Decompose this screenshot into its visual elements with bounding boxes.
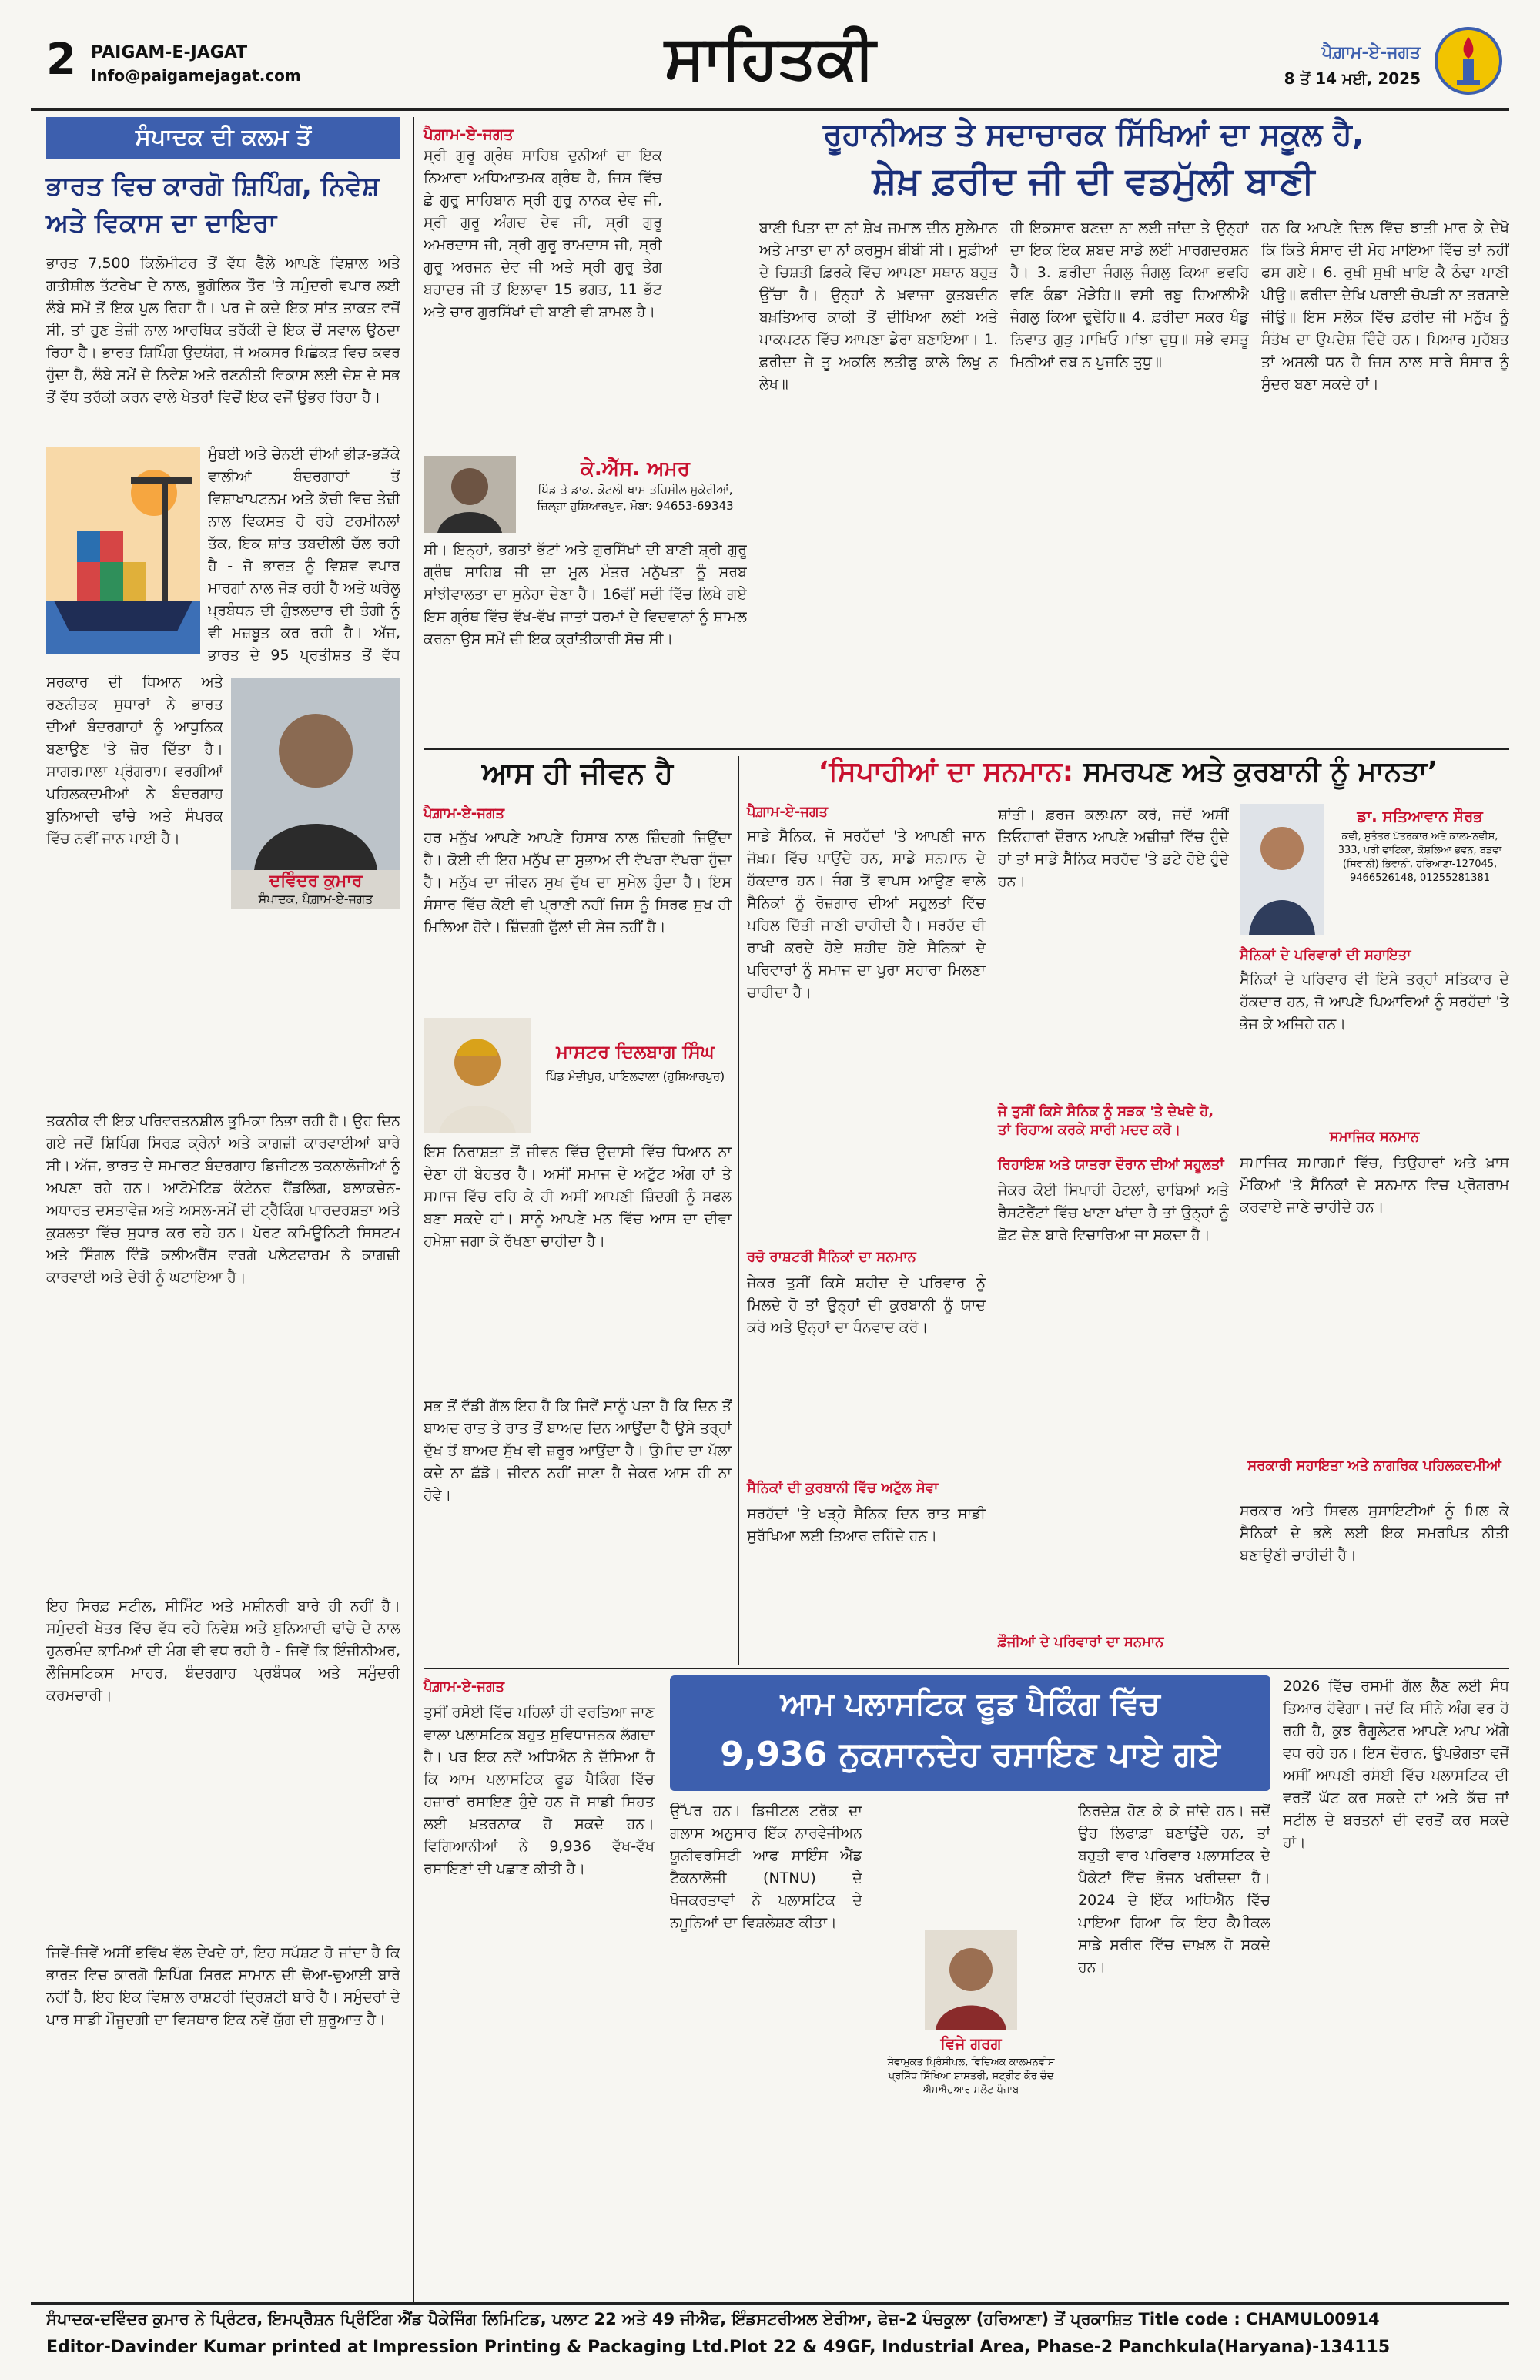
plastic-author-box — [875, 1930, 1067, 2137]
editorial-headline: ਭਾਰਤ ਵਿਚ ਕਾਰਗੋ ਸ਼ਿਪਿੰਗ, ਨਿਵੇਸ਼ ਅਤੇ ਵਿਕਾਸ ਦਾ ਦਾਇਰਾ — [46, 171, 380, 239]
aas-article — [424, 756, 732, 1665]
sheikh-farid-author-box — [424, 456, 747, 533]
plastic-headline-1: ਆਮ ਪਲਾਸਟਿਕ ਫੂਡ ਪੈਕਿੰਗ ਵਿੱਚ — [780, 1686, 1160, 1722]
soldiers-article — [747, 756, 1509, 1665]
soldiers-headline-part-2: ਸਮਰਪਣ ਅਤੇ ਕੁਰਬਾਨੀ ਨੂੰ ਮਾਨਤਾ’ — [1083, 756, 1438, 788]
footer-rule — [31, 2302, 1509, 2305]
sheikh-farid-col-3: ਹੀ ਇਕਸਾਰ ਬਣਦਾ ਨਾ ਲਈ ਜਾਂਦਾ ਤੇ ਉਨ੍ਹਾਂ ਦਾ ਇਕ ਇਕ ਸ਼ਬਦ ਸਾਡੇ ਲਈ ਮਾਰਗਦਰਸ਼ਨ ਹੈ। 3. ਫ਼ਰੀਦਾ ਜੰਗਲੁ ਜੰਗਲੁ ਕਿਆ ਭਵਹਿ ਵਣਿ ਕੰਡਾ ਮੋੜੇਹਿ॥ ਵਸੀ ਰਬੁ ਹਿਆਲੀਐ ਜੰਗਲੁ ਕਿਆ ਢੂਢੇਹਿ॥ 4. ਫ਼ਰੀਦਾ ਸਕਰ ਖੰਡੁ ਨਿਵਾਤ ਗੁੜੁ ਮਾਖਿਓ ਮਾਂਝਾ ਦੁਧੁ॥ ਸਭੇ ਵਸਤੂ ਮਿਠੀਆਂ ਰਬ ਨ ਪੁਜਨਿ ਤੁਧੁ॥ — [1010, 219, 1249, 370]
soldiers-headline — [747, 756, 1509, 788]
aas-kicker: ਪੈਗ਼ਾਮ-ਏ-ਜਗਤ — [424, 805, 505, 822]
column-divider-2 — [738, 756, 739, 1665]
plastic-author-name: ਵਿਜੇ ਗਰਗ — [940, 2034, 1002, 2053]
sheikh-farid-col-1b: ਸੀ। ਇਨ੍ਹਾਂ, ਭਗਤਾਂ ਭੱਟਾਂ ਅਤੇ ਗੁਰਸਿੱਖਾਂ ਦੀ ਬਾਣੀ ਸ਼੍ਰੀ ਗੁਰੂ ਗ੍ਰੰਥ ਸਾਹਿਬ ਜੀ ਦਾ ਮੂਲ ਮੰਤਰ ਮਨੁੱਖਤਾ ਨੂੰ ਸਰਬ ਸਾਂਝੀਵਾਲਤਾ ਦਾ ਸੁਨੇਹਾ ਦੇਣਾ ਹੈ। 16ਵੀਂ ਸਦੀ ਵਿੱਚ ਲਿਖੇ ਗਏ ਇਸ ਗ੍ਰੰਥ ਵਿੱਚ ਵੱਖ-ਵੱਖ ਜਾਤਾਂ ਧਰਮਾਂ ਦੇ ਵਿਦਵਾਨਾਂ ਨੂੰ ਸ਼ਾਮਲ ਕਰਨਾ ਉਸ ਸਮੇਂ ਦੀ ਇਕ ਕ੍ਰਾਂਤੀਕਾਰੀ ਸੋਚ ਸੀ। — [424, 541, 747, 648]
aas-headline: ਆਸ ਹੀ ਜੀਵਨ ਹੈ — [481, 755, 674, 790]
plastic-col-1: ਤੁਸੀਂ ਰਸੋਈ ਵਿੱਚ ਪਹਿਲਾਂ ਹੀ ਵਰਤਿਆ ਜਾਣ ਵਾਲਾ ਪਲਾਸਟਿਕ ਬਹੁਤ ਸੁਵਿਧਾਜਨਕ ਲੱਗਦਾ ਹੈ। ਪਰ ਇਕ ਨਵੇਂ ਅਧਿਐਨ ਨੇ ਦੱਸਿਆ ਹੈ ਕਿ ਆਮ ਪਲਾਸਟਿਕ ਫੂਡ ਪੈਕਿੰਗ ਵਿੱਚ ਹਜ਼ਾਰਾਂ ਰਸਾਇਣ ਹੁੰਦੇ ਹਨ ਜੋ ਸਾਡੀ ਸਿਹਤ ਲਈ ਖ਼ਤਰਨਾਕ ਹੋ ਸਕਦੇ ਹਨ। ਵਿਗਿਆਨੀਆਂ ਨੇ 9,936 ਵੱਖ-ਵੱਖ ਰਸਾਇਣਾਂ ਦੀ ਪਛਾਣ ਕੀਤੀ ਹੈ। — [424, 1704, 654, 1877]
soldiers-col-2b: ਜੇਕਰ ਕੋਈ ਸਿਪਾਹੀ ਹੋਟਲਾਂ, ਢਾਬਿਆਂ ਅਤੇ ਰੈਸਟੋਰੈਂਟਾਂ ਵਿੱਚ ਖਾਣਾ ਖਾਂਦਾ ਹੈ ਤਾਂ ਉਨ੍ਹਾਂ ਨੂੰ ਛੋਟ ਦੇਣ ਬਾਰੇ ਵਿਚਾਰਿਆ ਜਾ ਸਕਦਾ ਹੈ। — [998, 1182, 1229, 1244]
soldiers-sub-8: ਸਰਕਾਰੀ ਸਹਾਇਤਾ ਅਤੇ ਨਾਗਰਿਕ ਪਹਿਲਕਦਮੀਆਂ — [1247, 1458, 1502, 1474]
paper-name-punjabi: ਪੈਗ਼ਾਮ-ਏ-ਜਗਤ — [1321, 43, 1421, 62]
soldiers-sub-6: ਸੈਨਿਕਾਂ ਦੇ ਪਰਿਵਾਰਾਂ ਦੀ ਸਹਾਇਤਾ — [1240, 947, 1411, 963]
editorial-para-5: ਜਿਵੇਂ-ਜਿਵੇਂ ਅਸੀਂ ਭਵਿੱਖ ਵੱਲ ਦੇਖਦੇ ਹਾਂ, ਇਹ ਸਪੱਸ਼ਟ ਹੋ ਜਾਂਦਾ ਹੈ ਕਿ ਭਾਰਤ ਵਿਚ ਕਾਰਗੋ ਸ਼ਿਪਿੰਗ ਸਿਰਫ਼ ਸਾਮਾਨ ਦੀ ਢੋਆ-ਢੁਆਈ ਬਾਰੇ ਨਹੀਂ ਹੈ, ਇਹ ਇਕ ਵਿਸ਼ਾਲ ਰਾਸ਼ਟਰੀ ਦ੍ਰਿਸ਼ਟੀ ਬਾਰੇ ਹੈ। ਸਮੁੰਦਰਾਂ ਦੇ ਪਾਰ ਸਾਡੀ ਮੌਜੂਦਗੀ ਦਾ ਵਿਸਥਾਰ ਇਕ ਨਵੇਂ ਯੁੱਗ ਦੀ ਸ਼ੁਰੂਆਤ ਹੈ। — [46, 1944, 400, 2028]
editor-name: ਦਵਿੰਦਰ ਕੁਮਾਰ — [269, 872, 363, 891]
aas-para-1: ਹਰ ਮਨੁੱਖ ਆਪਣੇ ਆਪਣੇ ਹਿਸਾਬ ਨਾਲ ਜ਼ਿੰਦਗੀ ਜਿਉਂਦਾ ਹੈ। ਕੋਈ ਵੀ ਇਹ ਮਨੁੱਖ ਦਾ ਸੁਭਾਅ ਵੀ ਵੱਖਰਾ ਵੱਖਰਾ ਹੁੰਦਾ ਹੈ। ਮਨੁੱਖ ਦਾ ਜੀਵਨ ਸੁਖ ਦੁੱਖ ਦਾ ਸੁਮੇਲ ਹੁੰਦਾ ਹੈ। ਇਸ ਸੰਸਾਰ ਵਿੱਚ ਕੋਈ ਵੀ ਪ੍ਰਾਣੀ ਨਹੀਂ ਜਿਸ ਨੂੰ ਸਿਰਫ ਸੁਖ ਹੀ ਮਿਲਿਆ ਹੋਵੇ। ਜ਼ਿੰਦਗੀ ਫੁੱਲਾਂ ਦੀ ਸੇਜ ਨਹੀਂ ਹੈ। — [424, 829, 732, 936]
aas-author-name: ਮਾਸਟਰ ਦਿਲਬਾਗ ਸਿੰਘ — [556, 1041, 715, 1063]
soldiers-sub-2: ਸੈਨਿਕਾਂ ਦੀ ਕੁਰਬਾਨੀ ਵਿੱਚ ਅਟੁੱਲ ਸੇਵਾ — [747, 1480, 939, 1496]
soldiers-sub-3: ਜੇ ਤੁਸੀਂ ਕਿਸੇ ਸੈਨਿਕ ਨੂੰ ਸੜਕ 'ਤੇ ਦੇਖਦੇ ਹੋ, ਤਾਂ ਰਿਹਾਅ ਕਰਕੇ ਸਾਰੀ ਮਦਦ ਕਰੋ। — [998, 1103, 1214, 1138]
soldiers-sub-4: ਰਿਹਾਇਸ਼ ਅਤੇ ਯਾਤਰਾ ਦੌਰਾਨ ਦੀਆਂ ਸਹੂਲਤਾਂ — [998, 1157, 1224, 1173]
editorial-column-label: ਸੰਪਾਦਕ ਦੀ ਕਲਮ ਤੋਂ — [46, 117, 400, 159]
plastic-author-photo — [925, 1930, 1017, 2030]
soldiers-author-photo — [1240, 804, 1324, 935]
soldiers-col-2: ਸ਼ਾਂਤੀ। ਫ਼ਰਜ ਕਲਪਨਾ ਕਰੋ, ਜਦੋਂ ਅਸੀਂ ਤਿਓਹਾਰਾਂ ਦੌਰਾਨ ਆਪਣੇ ਅਜ਼ੀਜ਼ਾਂ ਵਿੱਚ ਹੁੰਦੇ ਹਾਂ ਤਾਂ ਸਾਡੇ ਸੈਨਿਕ ਸਰਹੱਦ 'ਤੇ ਡਟੇ ਹੋਏ ਹੁੰਦੇ ਹਨ। — [998, 806, 1229, 890]
logo-icon — [1434, 26, 1503, 95]
plastic-headline-banner — [670, 1675, 1270, 1791]
editorial-para-1b: ਮੁੰਬਈ ਅਤੇ ਚੇਨਈ ਦੀਆਂ ਭੀੜ-ਭੜੱਕੇ ਵਾਲੀਆਂ ਬੰਦਰਗਾਹਾਂ ਤੋਂ ਵਿਸ਼ਾਖਾਪਟਨਮ ਅਤੇ ਕੋਚੀ ਵਿਚ ਤੇਜ਼ੀ ਨਾਲ ਵਿਕਸਤ ਹੋ ਰਹੇ ਟਰਮੀਨਲਾਂ ਤੱਕ, ਇਕ ਸ਼ਾਂਤ ਤਬਦੀਲੀ ਚੱਲ ਰਹੀ ਹੈ - ਜੋ ਭਾਰਤ ਨੂੰ ਵਿਸ਼ਵ ਵਪਾਰ ਮਾਰਗਾਂ ਨਾਲ ਜੋੜ ਰਹੀ ਹੈ ਅਤੇ ਘਰੇਲੂ ਪ੍ਰਬੰਧਨ ਦੀ ਗੁੰਝਲਦਾਰ ਦੀ ਤੰਗੀ ਨੂੰ ਵੀ ਮਜ਼ਬੂਤ ਕਰ ਰਹੀ ਹੈ। ਅੱਜ, ਭਾਰਤ ਦੇ 95 ਪ੍ਰਤੀਸ਼ਤ ਤੋਂ ਵੱਧ — [208, 446, 400, 664]
plastic-author-place: ਸੇਵਾਮੁਕਤ ਪ੍ਰਿੰਸੀਪਲ, ਵਿਦਿਅਕ ਕਾਲਮਨਵੀਸ ਪ੍ਰਸਿੱਧ ਸਿੱਖਿਆ ਸ਼ਾਸਤਰੀ, ਸਟ੍ਰੀਟ ਕੌਰ ਚੰਦ ਐਮਐਚਆਰ ਮਲੋਟ ਪੰਜਾਬ — [887, 2057, 1055, 2096]
column-divider — [413, 117, 414, 2302]
soldiers-headline-part-1: ‘ਸਿਪਾਹੀਆਂ ਦਾ ਸਨਮਾਨ: — [818, 756, 1074, 788]
plastic-kicker: ਪੈਗ਼ਾਮ-ਏ-ਜਗਤ — [424, 1679, 505, 1695]
editor-portrait — [231, 678, 400, 909]
editorial-para-4: ਇਹ ਸਿਰਫ਼ ਸਟੀਲ, ਸੀਮਿੰਟ ਅਤੇ ਮਸ਼ੀਨਰੀ ਬਾਰੇ ਹੀ ਨਹੀਂ ਹੈ। ਸਮੁੰਦਰੀ ਖੇਤਰ ਵਿੱਚ ਵੱਧ ਰਹੇ ਨਿਵੇਸ਼ ਅਤੇ ਬੁਨਿਆਦੀ ਢਾਂਚੇ ਦੇ ਨਾਲ ਹੁਨਰਮੰਦ ਕਾਮਿਆਂ ਦੀ ਮੰਗ ਵੀ ਵਧ ਰਹੀ ਹੈ - ਜਿਵੇਂ ਕਿ ਇੰਜੀਨੀਅਰ, ਲੌਜਿਸਟਿਕਸ ਮਾਹਰ, ਬੰਦਰਗਾਹ ਪ੍ਰਬੰਧਕ ਅਤੇ ਸਮੁੰਦਰੀ ਕਰਮਚਾਰੀ। — [46, 1598, 400, 1704]
editorial-para-3: ਤਕਨੀਕ ਵੀ ਇਕ ਪਰਿਵਰਤਨਸ਼ੀਲ ਭੂਮਿਕਾ ਨਿਭਾ ਰਹੀ ਹੈ। ਉਹ ਦਿਨ ਗਏ ਜਦੋਂ ਸ਼ਿਪਿੰਗ ਸਿਰਫ਼ ਕ੍ਰੇਨਾਂ ਅਤੇ ਕਾਗਜ਼ੀ ਕਾਰਵਾਈਆਂ ਬਾਰੇ ਸੀ। ਅੱਜ, ਭਾਰਤ ਦੇ ਸਮਾਰਟ ਬੰਦਰਗਾਹ ਡਿਜੀਟਲ ਤਕਨਾਲੋਜੀਆਂ ਨੂੰ ਅਪਣਾ ਰਹੇ ਹਨ। ਆਟੋਮੇਟਿਡ ਕੰਟੇਨਰ ਹੈਂਡਲਿੰਗ, ਬਲਾਕਚੇਨ-ਅਧਾਰਤ ਦਸਤਾਵੇਜ਼ ਅਤੇ ਅਸਲ-ਸਮੇਂ ਦੀ ਟ੍ਰੈਕਿੰਗ ਪਾਰਦਰਸ਼ਤਾ ਅਤੇ ਕੁਸ਼ਲਤਾ ਵਿੱਚ ਸੁਧਾਰ ਕਰ ਰਹੇ ਹਨ। ਪੋਰਟ ਕਮਿਊਨਿਟੀ ਸਿਸਟਮ ਅਤੇ ਸਿੰਗਲ ਵਿੰਡੋ ਕਲੀਅਰੈਂਸ ਵਰਗੇ ਪਲੇਟਫਾਰਮ ਨੇ ਕਾਗਜ਼ੀ ਕਾਰਵਾਈ ਅਤੇ ਦੇਰੀ ਨੂੰ ਘਟਾਇਆ ਹੈ। — [46, 1113, 400, 1286]
sheikh-farid-article — [424, 117, 1509, 748]
section-rule — [424, 748, 1509, 750]
aas-para-3: ਸਭ ਤੋਂ ਵੱਡੀ ਗੱਲ ਇਹ ਹੈ ਕਿ ਜਿਵੇਂ ਸਾਨੂੰ ਪਤਾ ਹੈ ਕਿ ਦਿਨ ਤੋਂ ਬਾਅਦ ਰਾਤ ਤੇ ਰਾਤ ਤੋਂ ਬਾਅਦ ਦਿਨ ਆਉਂਦਾ ਹੈ ਉਸੇ ਤਰ੍ਹਾਂ ਦੁੱਖ ਤੋਂ ਬਾਅਦ ਸੁੱਖ ਵੀ ਜ਼ਰੂਰ ਆਉਂਦਾ ਹੈ। ਉਮੀਦ ਦਾ ਪੱਲਾ ਕਦੇ ਨਾ ਛੱਡੋ। ਜੀਵਨ ਨਹੀਂ ਜਾਣਾ ਹੈ ਜੇਕਰ ਆਸ ਹੀ ਨਾ ਹੋਵੇ। — [424, 1398, 732, 1504]
editor-role: ਸੰਪਾਦਕ, ਪੈਗ਼ਾਮ-ਏ-ਜਗਤ — [258, 892, 373, 906]
aas-author-place: ਪਿੰਡ ਮੰਦੀਪੁਰ, ਪਾਇਲਵਾਲਾ (ਹੁਸ਼ਿਆਰਪੁਰ) — [545, 1069, 725, 1083]
soldiers-col-1c: ਸਰਹੱਦਾਂ 'ਤੇ ਖੜ੍ਹੇ ਸੈਨਿਕ ਦਿਨ ਰਾਤ ਸਾਡੀ ਸੁਰੱਖਿਆ ਲਈ ਤਿਆਰ ਰਹਿੰਦੇ ਹਨ। — [747, 1505, 986, 1545]
soldiers-sub-1: ਰਚੋ ਰਾਸ਼ਟਰੀ ਸੈਨਿਕਾਂ ਦਾ ਸਨਮਾਨ — [747, 1249, 916, 1265]
sheikh-farid-col-4: ਹਨ ਕਿ ਆਪਣੇ ਦਿਲ ਵਿੱਚ ਝਾਤੀ ਮਾਰ ਕੇ ਦੇਖੋ ਕਿ ਕਿਤੇ ਸੰਸਾਰ ਦੀ ਮੋਹ ਮਾਇਆ ਵਿੱਚ ਤਾਂ ਨਹੀਂ ਫਸ ਗਏ। 6. ਰੁਖੀ ਸੁਖੀ ਖਾਇ ਕੈ ਠੰਢਾ ਪਾਣੀ ਪੀਉ॥ ਫਰੀਦਾ ਦੇਖਿ ਪਰਾਈ ਚੋਪੜੀ ਨਾ ਤਰਸਾਏ ਜੀਉ॥ ਇਸ ਸਲੋਕ ਵਿੱਚ ਫ਼ਰੀਦ ਜੀ ਮਨੁੱਖ ਨੂੰ ਸੰਤੋਖ ਦਾ ਉਪਦੇਸ਼ ਦਿੰਦੇ ਹਨ। ਪਿਆਰ ਮੁਹੱਬਤ ਤਾਂ ਅਸਲੀ ਧਨ ਹੈ ਜਿਸ ਨਾਲ ਸਾਰੇ ਸੰਸਾਰ ਨੂੰ ਸੁੰਦਰ ਬਣਾ ਸਕਦੇ ਹਾਂ। — [1261, 219, 1509, 393]
soldiers-author-name: ਡਾ. ਸਤਿਆਵਾਨ ਸੌਰਭ — [1357, 807, 1483, 825]
masthead-rule — [31, 108, 1509, 111]
issue-date: 8 ਤੋਂ 14 ਮਈ, 2025 — [1284, 69, 1421, 88]
soldiers-author-place: ਕਵੀ, ਸੁਤੰਤਰ ਪੱਤਰਕਾਰ ਅਤੇ ਕਾਲਮਨਵੀਸ, 333, ਪਰੀ ਵਾਟਿਕਾ, ਕੋਸ਼ਲਿਆ ਭਵਨ, ਬਡਵਾ (ਸਿਵਾਨੀ) ਭਿਵਾਨੀ, ਹਰਿਆਣਾ-127045, 9466526148, 01255281381 — [1337, 831, 1502, 884]
soldiers-col-3c: ਸਰਕਾਰ ਅਤੇ ਸਿਵਲ ਸੁਸਾਇਟੀਆਂ ਨੂੰ ਮਿਲ ਕੇ ਸੈਨਿਕਾਂ ਦੇ ਭਲੇ ਲਈ ਇਕ ਸਮਰਪਿਤ ਨੀਤੀ ਬਣਾਉਣੀ ਚਾਹੀਦੀ ਹੈ। — [1240, 1502, 1509, 1564]
plastic-col-5: 2026 ਵਿੱਚ ਰਸਮੀ ਗੱਲ ਲੈਣ ਲਈ ਸੰਧ ਤਿਆਰ ਹੋਵੇਗਾ। ਜਦੋਂ ਕਿ ਸੀਨੇ ਅੰਗ ਵਰ ਹੋ ਰਹੀ ਹੈ, ਕੁਝ ਰੈਗੂਲੇਟਰ ਆਪਣੇ ਆਪ ਅੱਗੇ ਵਧ ਰਹੇ ਹਨ। ਇਸ ਦੌਰਾਨ, ਉਪਭੋਗਤਾ ਵਜੋਂ ਅਸੀਂ ਆਪਣੀ ਰਸੋਈ ਵਿੱਚ ਪਲਾਸਟਿਕ ਦੀ ਵਰਤੋਂ ਘੱਟ ਕਰ ਸਕਦੇ ਹਾਂ ਅਤੇ ਕੱਚ ਜਾਂ ਸਟੀਲ ਦੇ ਬਰਤਨਾਂ ਦੀ ਵਰਤੋਂ ਕਰ ਸਕਦੇ ਹਾਂ। — [1283, 1678, 1509, 1851]
sheikh-farid-author-name: ਕੇ.ਐੱਸ. ਅਮਰ — [581, 457, 690, 480]
page-number: 2 — [46, 35, 76, 85]
section-rule-2 — [424, 1668, 1509, 1669]
email: Info@paigamejagat.com — [91, 66, 301, 85]
sheikh-farid-headline-2: ਸ਼ੇਖ਼ ਫ਼ਰੀਦ ਜੀ ਦੀ ਵਡਮੁੱਲੀ ਬਾਣੀ — [872, 159, 1315, 203]
section-title: ਸਾਹਿਤਕੀ — [665, 22, 875, 92]
soldiers-col-1: ਸਾਡੇ ਸੈਨਿਕ, ਜੋ ਸਰਹੱਦਾਂ 'ਤੇ ਆਪਣੀ ਜਾਨ ਜੋਖ਼ਮ ਵਿੱਚ ਪਾਉਂਦੇ ਹਨ, ਸਾਡੇ ਸਨਮਾਨ ਦੇ ਹੱਕਦਾਰ ਹਨ। ਜੰਗ ਤੋਂ ਵਾਪਸ ਆਉਣ ਵਾਲੇ ਸੈਨਿਕਾਂ ਨੂੰ ਰੋਜ਼ਗਾਰ ਦੀਆਂ ਸਹੂਲਤਾਂ ਵਿੱਚ ਪਹਿਲ ਦਿੱਤੀ ਜਾਣੀ ਚਾਹੀਦੀ ਹੈ। ਸਰਹੱਦ ਦੀ ਰਾਖੀ ਕਰਦੇ ਹੋਏ ਸ਼ਹੀਦ ਹੋਏ ਸੈਨਿਕਾਂ ਦੇ ਪਰਿਵਾਰਾਂ ਨੂੰ ਸਮਾਜ ਦਾ ਪੂਰਾ ਸਹਾਰਾ ਮਿਲਣਾ ਚਾਹੀਦਾ ਹੈ। — [747, 828, 986, 1001]
sheikh-farid-kicker: ਪੈਗ਼ਾਮ-ਏ-ਜਗਤ — [424, 125, 514, 143]
soldiers-kicker: ਪੈਗ਼ਾਮ-ਏ-ਜਗਤ — [747, 804, 829, 820]
aas-author-box — [424, 1018, 732, 1133]
footer-line-2: Editor-Davinder Kumar printed at Impression Printing & Packaging Ltd.Plot 22 & 49GF, Industrial Area, Phase-2 Panchkula(Haryana)-134115 — [46, 2338, 1391, 2357]
cargo-ship-illustration — [46, 447, 200, 654]
sheikh-farid-col-2: ਬਾਣੀ ਪਿਤਾ ਦਾ ਨਾਂ ਸ਼ੇਖ ਜਮਾਲ ਦੀਨ ਸੁਲੇਮਾਨ ਅਤੇ ਮਾਤਾ ਦਾ ਨਾਂ ਕਰਸੂਮ ਬੀਬੀ ਸੀ। ਸੂਫ਼ੀਆਂ ਦੇ ਚਿਸ਼ਤੀ ਫ਼ਿਰਕੇ ਵਿੱਚ ਆਪਣਾ ਸਥਾਨ ਬਹੁਤ ਉੱਚਾ ਹੈ। ਉਨ੍ਹਾਂ ਨੇ ਖ਼ਵਾਜਾ ਕੁਤਬਦੀਨ ਬਖ਼ਤਿਆਰ ਕਾਕੀ ਤੋਂ ਦੀਖਿਆ ਲਈ ਅਤੇ ਪਾਕਪਟਨ ਵਿੱਚ ਆਪਣਾ ਡੇਰਾ ਬਣਾਇਆ। 1. ਫ਼ਰੀਦਾ ਜੇ ਤੂ ਅਕਲਿ ਲਤੀਫੁ ਕਾਲੇ ਲਿਖੁ ਨ ਲੇਖ॥ — [759, 219, 998, 393]
soldiers-col-3b: ਸਮਾਜਿਕ ਸਮਾਗਮਾਂ ਵਿੱਚ, ਤਿਉਹਾਰਾਂ ਅਤੇ ਖ਼ਾਸ ਮੌਕਿਆਂ 'ਤੇ ਸੈਨਿਕਾਂ ਦੇ ਸਨਮਾਨ ਵਿਚ ਪ੍ਰੋਗਰਾਮ ਕਰਵਾਏ ਜਾਣੇ ਚਾਹੀਦੇ ਹਨ। — [1240, 1154, 1509, 1216]
aas-author-photo — [424, 1018, 531, 1133]
footer-line-1: ਸੰਪਾਦਕ-ਦਵਿੰਦਰ ਕੁਮਾਰ ਨੇ ਪ੍ਰਿੰਟਰ, ਇਮਪ੍ਰੈਸ਼ਨ ਪ੍ਰਿੰਟਿੰਗ ਐਂਡ ਪੈਕੇਜਿੰਗ ਲਿਮਿਟਿਡ, ਪਲਾਟ 22 ਅਤੇ 49 ਜੀਐਫ, ਇੰਡਸਟਰੀਅਲ ਏਰੀਆ, ਫੇਜ਼-2 ਪੰਚਕੂਲਾ (ਹਰਿਆਣਾ) ਤੋਂ ਪ੍ਰਕਾਸ਼ਿਤ Title code : CHAMUL00914 — [46, 2310, 1380, 2328]
soldiers-sub-7: ਸਮਾਜਿਕ ਸਨਮਾਨ — [1329, 1129, 1420, 1145]
sheikh-farid-author-place: ਪਿੰਡ ਤੇ ਡਾਕ. ਕੋਟਲੀ ਖਾਸ ਤਹਿਸੀਲ ਮੁਕੇਰੀਆਂ, ਜ਼ਿਲ੍ਹਾ ਹੁਸ਼ਿਆਰਪੁਰ, ਮੋਬਾ: 94653-69343 — [537, 483, 734, 513]
aas-para-2: ਇਸ ਨਿਰਾਸ਼ਤਾ ਤੋਂ ਜੀਵਨ ਵਿੱਚ ਉਦਾਸੀ ਵਿੱਚ ਧਿਆਨ ਨਾ ਦੇਣਾ ਹੀ ਬੇਹਤਰ ਹੈ। ਅਸੀਂ ਸਮਾਜ ਦੇ ਅਟੁੱਟ ਅੰਗ ਹਾਂ ਤੇ ਸਮਾਜ ਵਿੱਚ ਰਹਿ ਕੇ ਹੀ ਅਸੀਂ ਆਪਣੀ ਜ਼ਿੰਦਗੀ ਨੂੰ ਸਫਲ ਬਣਾ ਸਕਦੇ ਹਾਂ। ਸਾਨੂੰ ਆਪਣੇ ਮਨ ਵਿੱਚ ਆਸ ਦਾ ਦੀਵਾ ਹਮੇਸ਼ਾ ਜਗਾ ਕੇ ਰੱਖਣਾ ਚਾਹੀਦਾ ਹੈ। — [424, 1143, 732, 1250]
editorial-para-2: ਸਰਕਾਰ ਦੀ ਧਿਆਨ ਅਤੇ ਰਣਨੀਤਕ ਸੁਧਾਰਾਂ ਨੇ ਭਾਰਤ ਦੀਆਂ ਬੰਦਰਗਾਹਾਂ ਨੂੰ ਆਧੁਨਿਕ ਬਣਾਉਣ 'ਤੇ ਜ਼ੋਰ ਦਿੱਤਾ ਹੈ। ਸਾਗਰਮਾਲਾ ਪ੍ਰੋਗਰਾਮ ਵਰਗੀਆਂ ਪਹਿਲਕਦਮੀਆਂ ਨੇ ਬੰਦਰਗਾਹ ਬੁਨਿਆਦੀ ਢਾਂਚੇ ਅਤੇ ਸੰਪਰਕ ਵਿੱਚ ਨਵੀਂ ਜਾਨ ਪਾਈ ਹੈ। — [46, 674, 223, 847]
plastic-col-3: ਨਿਰਦੇਸ਼ ਹੋਣ ਕੇ ਕੇ ਜਾਂਦੇ ਹਨ। ਜਦੋਂ ਉਹ ਲਿਫਾਫ਼ਾ ਬਣਾਉਂਦੇ ਹਨ, ਤਾਂ ਬਹੁਤੀ ਵਾਰ ਪਰਿਵਾਰ ਪਲਾਸਟਿਕ ਦੇ ਪੈਕੇਟਾਂ ਵਿੱਚ ਭੋਜਨ ਖਰੀਦਦਾ ਹੈ। 2024 ਦੇ ਇੱਕ ਅਧਿਐਨ ਵਿੱਚ ਪਾਇਆ ਗਿਆ ਕਿ ਇਹ ਕੈਮੀਕਲ ਸਾਡੇ ਸਰੀਰ ਵਿੱਚ ਦਾਖ਼ਲ ਹੋ ਸਕਦੇ ਹਨ। — [1078, 1803, 1270, 1976]
sheikh-farid-col-1: ਸ੍ਰੀ ਗੁਰੂ ਗ੍ਰੰਥ ਸਾਹਿਬ ਦੁਨੀਆਂ ਦਾ ਇਕ ਨਿਆਰਾ ਅਧਿਆਤਮਕ ਗ੍ਰੰਥ ਹੈ, ਜਿਸ ਵਿੱਚ ਛੇ ਗੁਰੂ ਸਾਹਿਬਾਨ ਸ੍ਰੀ ਗੁਰੂ ਨਾਨਕ ਦੇਵ ਜੀ, ਸ੍ਰੀ ਗੁਰੂ ਅੰਗਦ ਦੇਵ ਜੀ, ਸ੍ਰੀ ਗੁਰੂ ਅਮਰਦਾਸ ਜੀ, ਸ੍ਰੀ ਗੁਰੂ ਰਾਮਦਾਸ ਜੀ, ਸ੍ਰੀ ਗੁਰੂ ਅਰਜਨ ਦੇਵ ਜੀ ਅਤੇ ਸ੍ਰੀ ਗੁਰੂ ਤੇਗ ਬਹਾਦਰ ਜੀ ਤੋਂ ਇਲਾਵਾ 15 ਭਗਤ, 11 ਭੱਟ ਅਤੇ ਚਾਰ ਗੁਰਸਿੱਖਾਂ ਦੀ ਬਾਣੀ ਵੀ ਸ਼ਾਮਲ ਹੈ। — [424, 147, 662, 320]
sheikh-farid-headline-1: ਰੂਹਾਨੀਅਤ ਤੇ ਸਦਾਚਾਰਕ ਸਿੱਖਿਆਂ ਦਾ ਸਕੂਲ ਹੈ, — [822, 117, 1364, 152]
plastic-headline-2: 9,936 ਨੁਕਸਾਨਦੇਹ ਰਸਾਇਣ ਪਾਏ ਗਏ — [720, 1735, 1220, 1774]
soldiers-col-1b: ਜੇਕਰ ਤੁਸੀਂ ਕਿਸੇ ਸ਼ਹੀਦ ਦੇ ਪਰਿਵਾਰ ਨੂੰ ਮਿਲਦੇ ਹੋ ਤਾਂ ਉਨ੍ਹਾਂ ਦੀ ਕੁਰਬਾਨੀ ਨੂੰ ਯਾਦ ਕਰੋ ਅਤੇ ਉਨ੍ਹਾਂ ਦਾ ਧੰਨਵਾਦ ਕਰੋ। — [747, 1274, 986, 1336]
soldiers-author-box — [1240, 804, 1509, 942]
paper-name: PAIGAM-E-JAGAT — [91, 43, 248, 62]
plastic-col-2: ਉੱਪਰ ਹਨ। ਡਿਜੀਟਲ ਟਰੱਕ ਦਾ ਗਲਾਸ ਅਨੁਸਾਰ ਇੱਕ ਨਾਰਵੇਜੀਅਨ ਯੂਨੀਵਰਸਿਟੀ ਆਫ ਸਾਇੰਸ ਐਂਡ ਟੈਕਨਾਲੋਜੀ (NTNU) ਦੇ ਖੋਜਕਰਤਾਵਾਂ ਨੇ ਪਲਾਸਟਿਕ ਦੇ ਨਮੂਨਿਆਂ ਦਾ ਵਿਸ਼ਲੇਸ਼ਣ ਕੀਤਾ। — [670, 1803, 862, 1931]
editorial-para-1: ਭਾਰਤ 7,500 ਕਿਲੋਮੀਟਰ ਤੋਂ ਵੱਧ ਫੈਲੇ ਆਪਣੇ ਵਿਸ਼ਾਲ ਅਤੇ ਗਤੀਸ਼ੀਲ ਤੱਟਰੇਖਾ ਦੇ ਨਾਲ, ਭੂਗੋਲਿਕ ਤੌਰ 'ਤੇ ਸਮੁੰਦਰੀ ਵਪਾਰ ਲਈ ਲੰਬੇ ਸਮੇਂ ਤੋਂ ਇਕ ਪੁਲ ਰਿਹਾ ਹੈ। ਪਰ ਜੇ ਕਦੇ ਇਕ ਸਾਂਤ ਤਾਕਤ ਵਜੋਂ ਸੀ, ਤਾਂ ਹੁਣ ਤੇਜ਼ੀ ਨਾਲ ਆਰਥਿਕ ਤਰੱਕੀ ਦੇ ਇਕ ਚੌਂ ਸਵਾਲ ਉਠਦਾ ਰਿਹਾ ਹੈ। ਭਾਰਤ ਸ਼ਿਪਿੰਗ ਉਦਯੋਗ, ਜੋ ਅਕਸਰ ਪਿਛੋਕੜ ਵਿਚ ਕਵਰ ਹੁੰਦਾ ਹੈ, ਲੰਬੇ ਸਮੇਂ ਦੇ ਨਿਵੇਸ਼ ਅਤੇ ਰਣਨੀਤੀ ਵਿਕਾਸ ਲਈ ਦੇਸ਼ ਦੇ ਸਭ ਤੋਂ ਵੱਧ ਤਰੱਕੀ ਕਰਨ ਵਾਲੇ ਖੇਤਰਾਂ ਵਿਚੋਂ ਇਕ ਵਜੋਂ ਉਭਰ ਰਿਹਾ ਹੈ। — [46, 255, 400, 406]
soldiers-sub-5: ਫ਼ੌਜੀਆਂ ਦੇ ਪਰਿਵਾਰਾਂ ਦਾ ਸਨਮਾਨ — [998, 1634, 1164, 1650]
editorial-column — [46, 117, 400, 2302]
author-photo — [424, 456, 516, 533]
plastic-article — [424, 1675, 1509, 2299]
masthead — [0, 0, 1540, 108]
soldiers-col-3: ਸੈਨਿਕਾਂ ਦੇ ਪਰਿਵਾਰ ਵੀ ਇਸੇ ਤਰ੍ਹਾਂ ਸਤਿਕਾਰ ਦੇ ਹੱਕਦਾਰ ਹਨ, ਜੋ ਆਪਣੇ ਪਿਆਰਿਆਂ ਨੂੰ ਸਰਹੱਦਾਂ 'ਤੇ ਭੇਜ ਕੇ ਅਜਿਹੇ ਹਨ। — [1240, 971, 1509, 1033]
